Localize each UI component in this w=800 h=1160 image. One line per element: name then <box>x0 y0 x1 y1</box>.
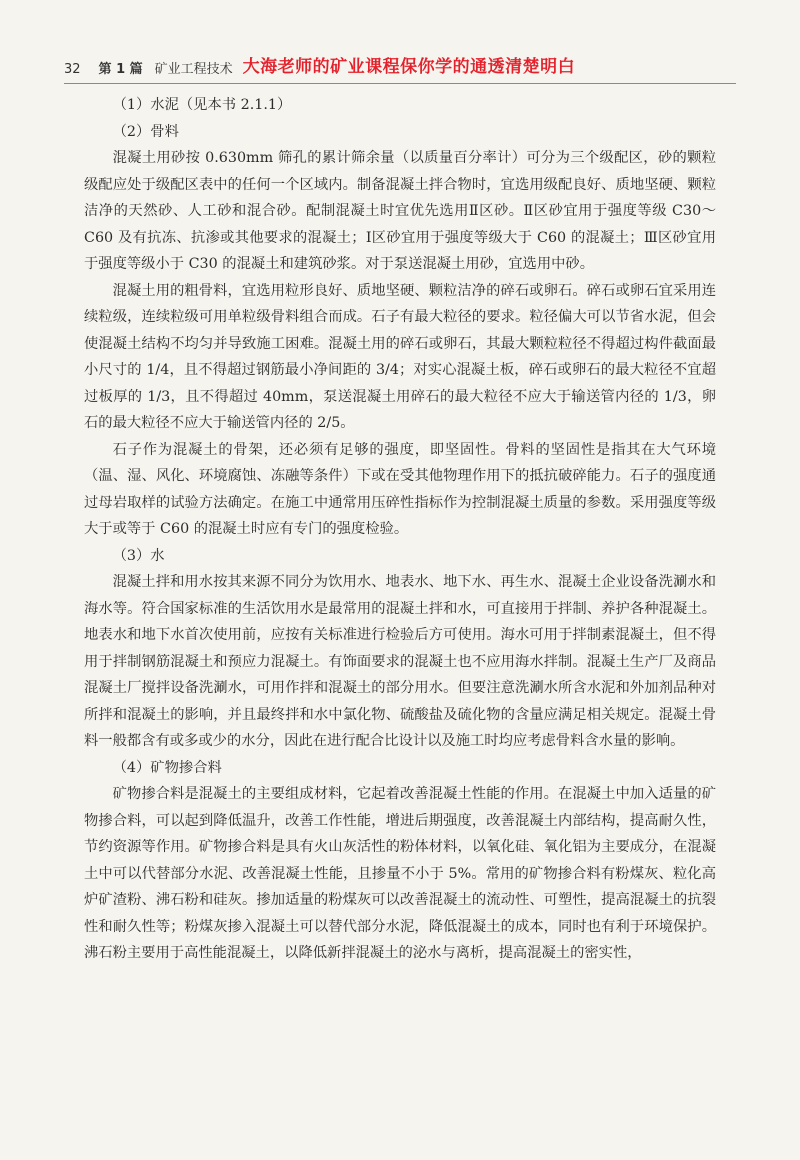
subheading-aggregate: （2）骨料 <box>112 123 179 140</box>
paragraph-stone-strength: 石子作为混凝土的骨架，还必须有足够的强度，即坚固性。骨料的坚固性是指其在大气环境（温、湿、风化、环境腐蚀、冻融等条件）下或在受其他物理作用下的抵抗破碎能力。石子的强度通过母岩取样的试验方法确定。在施工中通常用压碎性指标作为控制混凝土质量的参数。采用强度等级大于或等于 C60 的混凝土时应有专门的强度检验。 <box>84 441 716 537</box>
section-title: 矿业工程技术 <box>154 62 233 77</box>
page-body <box>84 92 716 967</box>
page-header <box>64 48 736 84</box>
subheading-cement: （1）水泥（见本书 2.1.1） <box>112 97 292 113</box>
paragraph-sand: 混凝土用砂按 0.630mm 筛孔的累计筛余量（以质量百分率计）可分为三个级配区，砂的颗粒级配应处于级配区表中的任何一个区域内。制备混凝土拌合物时，宜选用级配良好、质地坚硬、颗粒洁净的天然砂、人工砂和混合砂。配制混凝土时宜优先选用Ⅱ区砂。Ⅱ区砂宜用于强度等级 C30～C60 及有抗冻、抗渗或其他要求的混凝土；Ⅰ区砂宜用于强度等级大于 C60 的混凝土；Ⅲ区砂宜用于强度等级小于 C30 的混凝土和建筑砂浆。对于泵送混凝土用砂，宜选用中砂。 <box>84 150 716 272</box>
paragraph-water: 混凝土拌和用水按其来源不同分为饮用水、地表水、地下水、再生水、混凝土企业设备洗涮水和海水等。符合国家标准的生活饮用水是最常用的混凝土拌和水，可直接用于拌制、养护各种混凝土。地表水和地下水首次使用前，应按有关标准进行检验后方可使用。海水可用于拌制素混凝土，但不得用于拌制钢筋混凝土和预应力混凝土。有饰面要求的混凝土也不应用海水拌制。混凝土生产厂及商品混凝土厂搅拌设备洗涮水，可用作拌和混凝土的部分用水。但要注意洗涮水所含水泥和外加剂品种对所拌和混凝土的影响，并且最终拌和水中氯化物、硫酸盐及硫化物的含量应满足相关规定。混凝土骨料一般都含有或多或少的水分，因此在进行配合比设计以及施工时均应考虑骨料含水量的影响。 <box>84 574 716 749</box>
subheading-water: （3）水 <box>112 547 165 564</box>
chapter-label: 第 1 篇 <box>98 62 143 77</box>
subheading-mineral-admixture: （4）矿物掺合料 <box>112 759 222 776</box>
paragraph-mineral-admixture: 矿物掺合料是混凝土的主要组成材料，它起着改善混凝土性能的作用。在混凝土中加入适量的矿物掺合料，可以起到降低温升，改善工作性能，增进后期强度，改善混凝土内部结构，提高耐久性，节约资源等作用。矿物掺合料是具有火山灰活性的粉体材料，以氧化硅、氧化铝为主要成分，在混凝土中可以代替部分水泥、改善混凝土性能，且掺量不小于 5%。常用的矿物掺合料有粉煤灰、粒化高炉矿渣粉、沸石粉和硅灰。掺加适量的粉煤灰可以改善混凝土的流动性、可塑性，提高混凝土的抗裂性和耐久性等；粉煤灰掺入混凝土可以替代部分水泥，降低混凝土的成本，同时也有利于环境保护。沸石粉主要用于高性能混凝土，以降低新拌混凝土的泌水与离析，提高混凝土的密实性， <box>84 786 716 961</box>
paragraph-coarse-aggregate: 混凝土用的粗骨料，宜选用粒形良好、质地坚硬、颗粒洁净的碎石或卵石。碎石或卵石宜采用连续粒级，连续粒级可用单粒级骨料组合而成。石子有最大粒径的要求。粒径偏大可以节省水泥，但会使混凝土结构不均匀并导致施工困难。混凝土用的碎石或卵石，其最大颗粒粒径不得超过构件截面最小尺寸的 1/4，且不得超过钢筋最小净间距的 3/4；对实心混凝土板，碎石或卵石的最大粒径不宜超过板厚的 1/3，且不得超过 40mm，泵送混凝土用碎石的最大粒径不应大于输送管内径的 1/3，卵石的最大粒径不应大于输送管内径的 2/5。 <box>84 282 716 431</box>
promo-watermark-text: 大海老师的矿业课程保你学的通透清楚明白 <box>242 57 576 77</box>
page-number: 32 <box>64 62 81 77</box>
